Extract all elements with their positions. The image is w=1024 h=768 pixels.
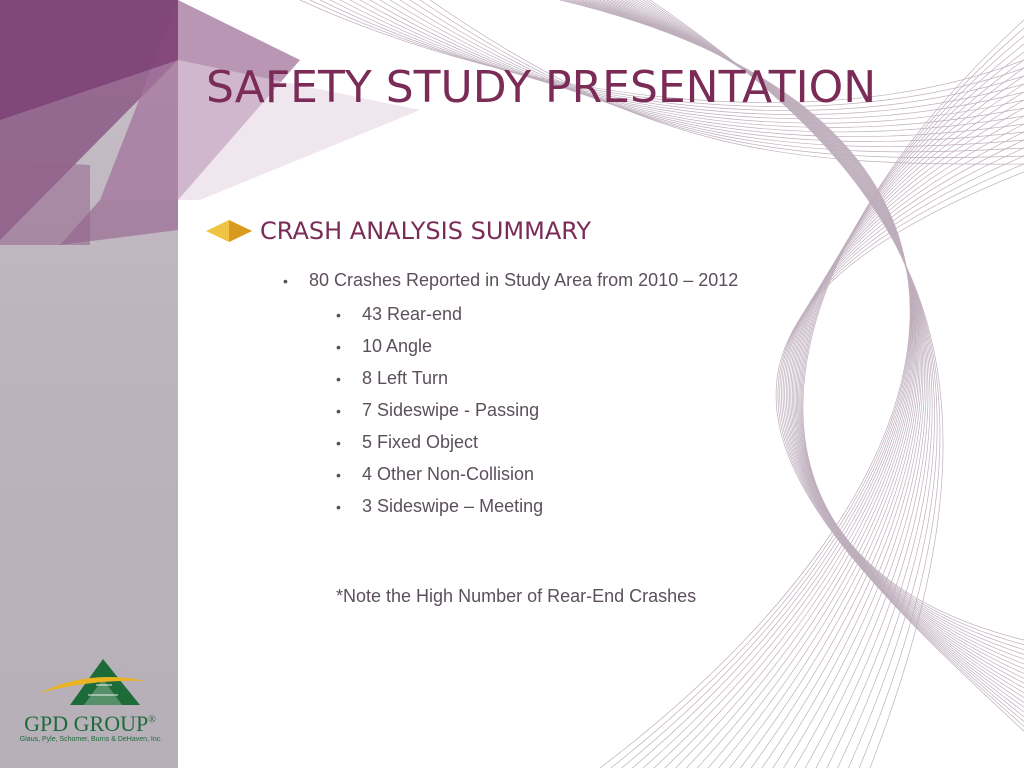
- logo-name: GPD GROUP: [24, 711, 149, 736]
- purple-shard-5: [0, 160, 90, 245]
- gpd-group-logo: [18, 655, 164, 750]
- list-item-crash-type: [283, 426, 738, 458]
- crash-type-text: 10 Angle: [362, 336, 433, 356]
- gold-diamond-icon: [206, 220, 252, 242]
- section-heading-text: CRASH ANALYSIS SUMMARY: [260, 217, 592, 245]
- crash-type-list: [283, 298, 738, 522]
- bullet-glyph: •: [336, 467, 341, 483]
- crash-type-text: 4 Other Non-Collision: [362, 464, 535, 484]
- bullet-glyph: •: [336, 403, 341, 419]
- crash-type-text: 7 Sideswipe - Passing: [362, 400, 540, 420]
- list-item-crash-type: [283, 458, 738, 490]
- sublist-container: [283, 298, 738, 522]
- bullet-glyph: •: [336, 339, 341, 355]
- bullet-glyph: •: [283, 273, 288, 289]
- list-item-crash-type: [283, 298, 738, 330]
- registered-mark: ®: [148, 714, 156, 726]
- crash-type-text: 43 Rear-end: [362, 304, 463, 324]
- list-item-crash-type: [283, 394, 738, 426]
- bullet-glyph: •: [336, 307, 341, 323]
- list-item-crash-type: [283, 362, 738, 394]
- bullet-glyph: •: [336, 435, 341, 451]
- bullet-text: 80 Crashes Reported in Study Area from 2010 – 2012: [309, 270, 739, 290]
- bullet-glyph: •: [336, 371, 341, 387]
- swirl-line: [780, 156, 1024, 722]
- bullet-glyph: •: [336, 499, 341, 515]
- list-item-total-crashes: [283, 266, 738, 294]
- swirl-line: [792, 92, 1024, 683]
- crash-type-text: 3 Sideswipe – Meeting: [362, 496, 544, 516]
- crash-type-text: 5 Fixed Object: [362, 432, 479, 452]
- swirl-line: [783, 140, 1024, 712]
- list-item-crash-type: [283, 330, 738, 362]
- swirl-line: [776, 172, 1024, 731]
- crash-type-text: 8 Left Turn: [362, 368, 449, 388]
- section-heading: [206, 214, 591, 248]
- logo-wordmark: [20, 711, 160, 737]
- logo-tagline: Glaus, Pyle, Schomer, Burns & DeHaven, Inc.: [19, 736, 163, 743]
- list-item-crash-type: [283, 490, 738, 522]
- crash-summary-list: [283, 266, 738, 522]
- page-title: SAFETY STUDY PRESENTATION: [206, 62, 877, 113]
- green-triangle-logo-icon: [18, 655, 164, 713]
- rear-end-note: *Note the High Number of Rear-End Crashes: [336, 586, 697, 606]
